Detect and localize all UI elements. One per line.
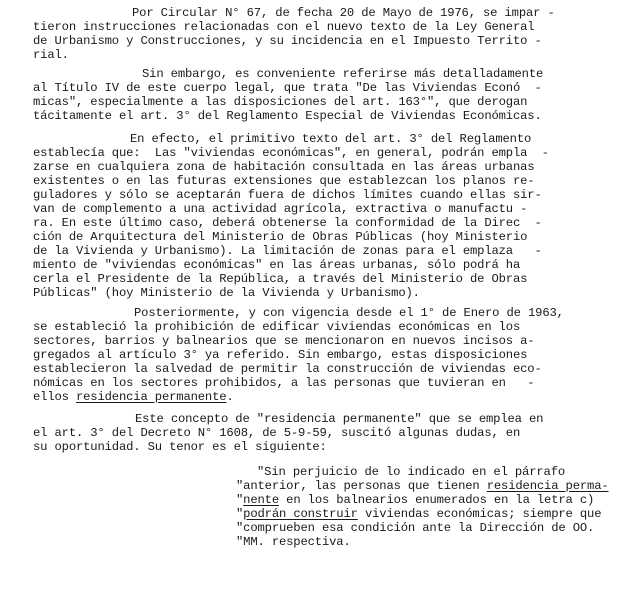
quote-line: "nente en los balnearios enumerados en la letra c) [236,493,595,507]
text-line: establecieron la salvedad de permitir la construcción de viviendas eco- [33,362,542,376]
text-line: En efecto, el primitivo texto del art. 3° del Reglamento [130,132,532,146]
text-line: establecía que: Las "viviendas económicas", en general, podrán empla - [33,146,549,160]
text-line: zarse en cualquiera zona de habitación consultada en las áreas urbanas [33,160,535,174]
text-line: Este concepto de "residencia permanente" que se emplea en [135,412,544,426]
text-line: de Urbanismo y Construcciones, y su incidencia en el Impuesto Territo - [33,34,542,48]
quote-line: "anterior, las personas que tienen residencia perma- [236,479,609,493]
text-line: se estableció la prohibición de edificar viviendas económicas en los [33,320,521,334]
underlined-phrase: residencia permanente [75,390,227,404]
text-line: micas", especialmente a las disposiciones del art. 163°", que derogan [33,95,528,109]
text-line: su oportunidad. Su tenor es el siguiente: [33,440,327,454]
underlined-phrase: podrán construir [243,507,358,521]
quote-line: "comprueben esa condición ante la Dirección de OO. [236,521,595,535]
text-line: guladores y sólo se aceptarán fuera de dichos límites cuando ellas sir- [33,188,542,202]
quote-line: "podrán construir viviendas económicas; siempre que [236,507,602,521]
text-line: miento de "viviendas económicas" en las áreas urbanas, sólo podrá ha [33,258,521,272]
quote-line: "MM. respectiva. [236,535,351,549]
text-line: sectores, barrios y balnearios que se mencionaron en nuevos incisos a- [33,334,535,348]
text-line: ra. En este último caso, deberá obtenerse la conformidad de la Direc - [33,216,542,230]
text-line: el art. 3° del Decreto N° 1608, de 5-9-59, suscitó algunas dudas, en [33,426,521,440]
text-line: Posteriormente, y con vigencia desde el 1° de Enero de 1963, [134,306,564,320]
text-line: ción de Arquitectura del Ministerio de Obras Públicas (hoy Ministerio [33,230,528,244]
text-line: Sin embargo, es conveniente referirse más detalladamente [142,67,544,81]
text-line: existentes o en las futuras extensiones que establezcan los planos re- [33,174,535,188]
text-line: ellos residencia permanente. [33,390,234,404]
text-line: de la Vivienda y Urbanismo). La limitación de zonas para el emplaza - [33,244,542,258]
text-line: nómicas en los sectores prohibidos, a las personas que tuvieran en - [33,376,535,390]
text-line: al Título IV de este cuerpo legal, que trata "De las Viviendas Econó - [33,81,542,95]
underlined-phrase: residencia perma- [486,479,609,493]
text-line: Públicas" (hoy Ministerio de la Vivienda y Urbanismo). [33,286,420,300]
quote-line: "Sin perjuicio de lo indicado en el párrafo [257,465,566,479]
text-line: rial. [33,48,69,62]
text-line: van de complemento a una actividad agrícola, extractiva o manufactu - [33,202,528,216]
text-line: cerla el Presidente de la República, a través del Ministerio de Obras [33,272,528,286]
underlined-phrase: nente [243,493,279,507]
text-line: tácitamente el art. 3° del Reglamento Especial de Viviendas Económicas. [33,109,542,123]
text-line: Por Circular N° 67, de fecha 20 de Mayo de 1976, se impar - [132,6,555,20]
text-line: gregados al artículo 3° ya referido. Sin embargo, estas disposiciones [33,348,528,362]
text-line: tieron instrucciones relacionadas con el nuevo texto de la Ley General [33,20,535,34]
